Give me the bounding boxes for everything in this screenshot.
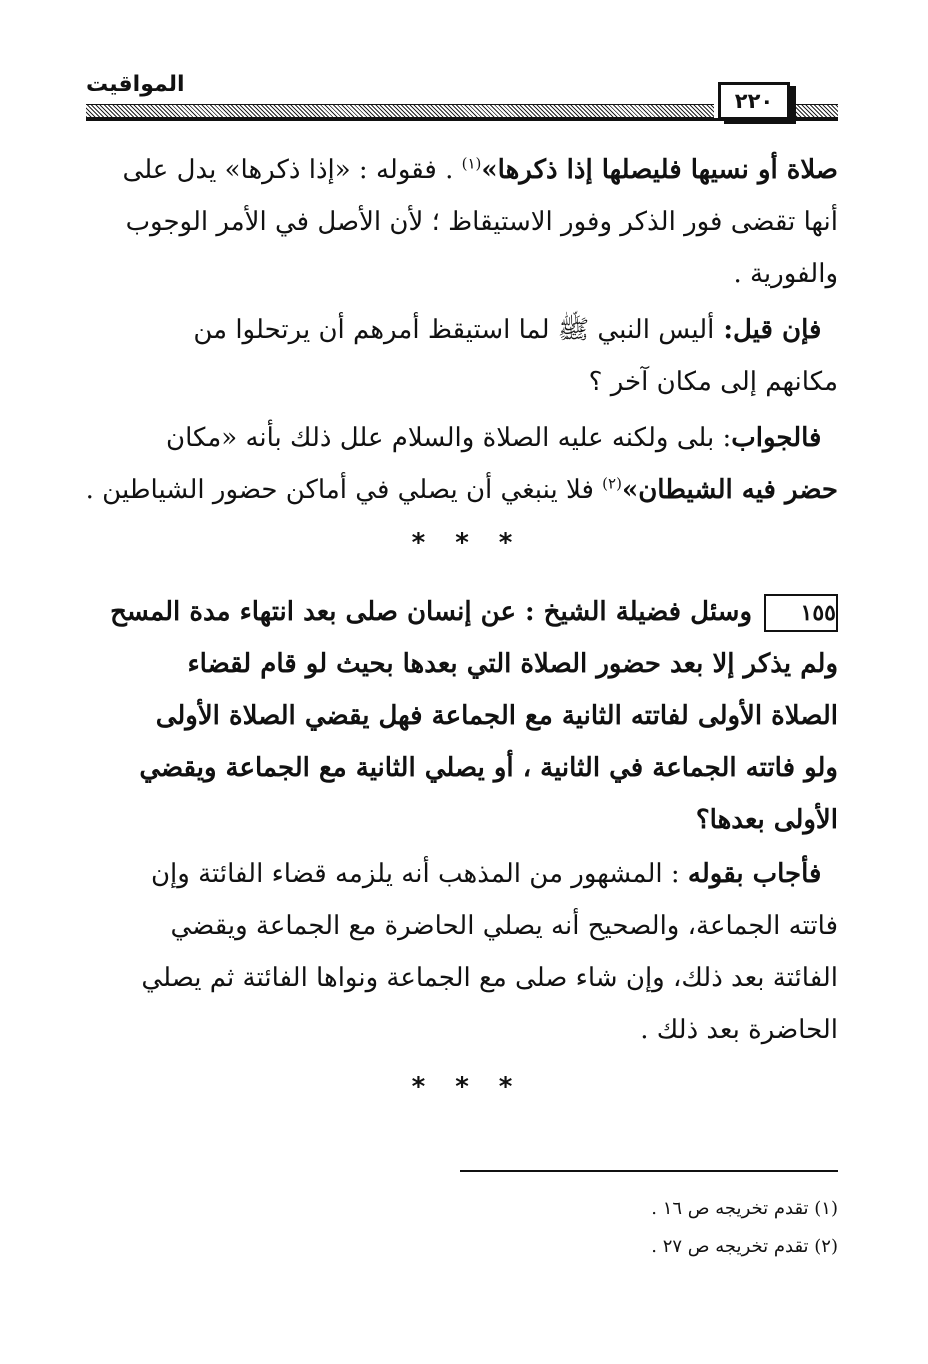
question-line: ولم يذكر إلا بعد حضور الصلاة التي بعدها بحيث لو قام لقضاء xyxy=(187,649,838,679)
footnote-marker: (١) xyxy=(461,154,482,173)
paragraph-text: : بلى ولكنه عليه الصلاة والسلام علل ذلك بأنه «مكان xyxy=(165,423,732,453)
objection-lead: فإن قيل: xyxy=(714,315,822,345)
paragraph-line xyxy=(86,412,838,464)
separator-star: * xyxy=(455,528,469,558)
paragraph-2 xyxy=(86,304,838,408)
paragraph-line: والفورية . xyxy=(733,259,838,289)
answer-line: الحاضرة بعد ذلك . xyxy=(640,1015,838,1045)
paragraph-line xyxy=(86,464,838,516)
question-line: ولو فاتته الجماعة في الثانية ، أو يصلي الثانية مع الجماعة ويقضي xyxy=(139,753,838,783)
footnote-rule xyxy=(460,1170,838,1172)
answer-line: الفائتة بعد ذلك، وإن شاء صلى مع الجماعة ونواها الفائتة ثم يصلي xyxy=(141,963,838,993)
hadith-quote: حضر فيه الشيطان» xyxy=(621,475,838,505)
answer-lead: فالجواب xyxy=(731,423,822,453)
separator-star: * xyxy=(411,1072,426,1102)
section-separator xyxy=(86,528,838,558)
hadith-quote: صلاة أو نسيها فليصلها إذا ذكرها» xyxy=(481,155,838,185)
separator-star: * xyxy=(411,528,426,558)
paragraph-text: فلا ينبغي أن يصلي في أماكن حضور الشياطين . xyxy=(85,475,603,505)
separator-star: * xyxy=(455,1072,469,1102)
paragraph-1 xyxy=(86,144,838,300)
paragraph-line: مكانهم إلى مكان آخر ؟ xyxy=(588,367,838,397)
header-pattern-band xyxy=(86,104,714,118)
separator-star: * xyxy=(498,528,513,558)
question-line: الصلاة الأولى لفاتته الثانية مع الجماعة فهل يقضي الصلاة الأولى xyxy=(155,701,838,731)
paragraph-line xyxy=(86,144,838,196)
answer-text: : المشهور من المذهب أنه يلزمه قضاء الفائتة وإن xyxy=(150,859,688,889)
section-separator xyxy=(86,1072,838,1102)
running-title: المواقيت xyxy=(86,72,185,97)
page-number-box xyxy=(718,82,790,120)
answer-line xyxy=(86,848,838,900)
question-block xyxy=(86,586,838,846)
paragraph-line: أنها تقضى فور الذكر وفور الاستيقاظ ؛ لأن الأصل في الأمر الوجوب xyxy=(125,207,838,237)
footnote-marker: (٢) xyxy=(602,474,622,493)
answer-lead: فأجاب بقوله xyxy=(687,859,822,889)
footnote: (٢) تقدم تخريجه ص ٢٧ . xyxy=(651,1236,838,1257)
footnotes xyxy=(460,1190,838,1266)
question-number-box: ١٥٥ xyxy=(764,594,838,632)
paragraph-text: . فقوله : «إذا ذكرها» يدل على xyxy=(122,155,462,185)
separator-star: * xyxy=(498,1072,513,1102)
footnote: (١) تقدم تخريجه ص ١٦ . xyxy=(651,1198,838,1219)
question-text: وسئل فضيلة الشيخ : عن إنسان صلى بعد انتهاء مدة المسح xyxy=(110,597,752,627)
answer-line: فاتته الجماعة، والصحيح أنه يصلي الحاضرة مع الجماعة ويقضي xyxy=(170,911,838,941)
paragraph-line xyxy=(86,304,838,356)
question-line xyxy=(86,586,838,638)
header-pattern-band-right xyxy=(792,104,838,118)
question-line: الأولى بعدها؟ xyxy=(695,805,838,835)
paragraph-3 xyxy=(86,412,838,516)
paragraph-text: أليس النبي ﷺ لما استيقظ أمرهم أن يرتحلوا من xyxy=(193,315,715,345)
answer-block xyxy=(86,848,838,1056)
page-number: ٢٢٠ xyxy=(734,89,774,113)
